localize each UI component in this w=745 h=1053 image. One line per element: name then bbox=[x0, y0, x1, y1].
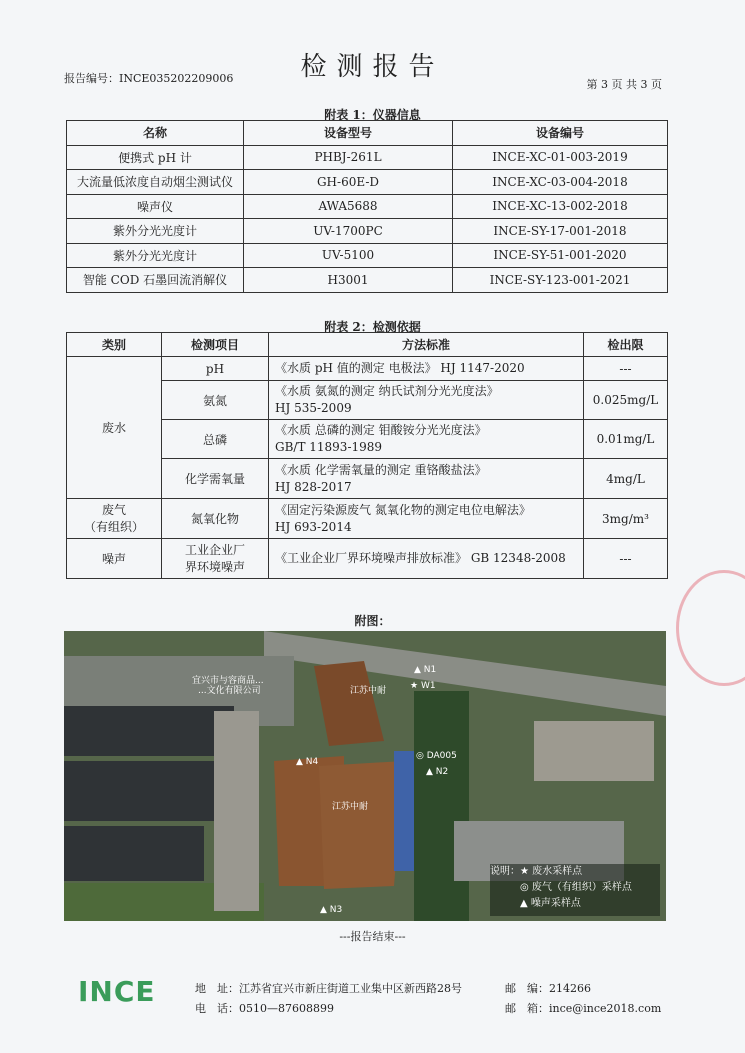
footer-email: 邮 箱：ince@ince2018.com bbox=[505, 1002, 662, 1015]
table-row bbox=[67, 357, 668, 381]
map-legend bbox=[490, 864, 660, 916]
cell: INCE-XC-03-004-2018 bbox=[453, 170, 668, 195]
method-cell: 《固定污染源废气 氮氧化物的测定电位电解法》 HJ 693-2014 bbox=[269, 499, 584, 539]
limit-cell: 0.025mg/L bbox=[584, 381, 668, 420]
marker-n3: ▲ N3 bbox=[320, 905, 343, 915]
cell: 紫外分光光度计 bbox=[67, 219, 244, 244]
cell: AWA5688 bbox=[244, 194, 453, 219]
method-cell: 《水质 总磷的测定 钼酸铵分光光度法》 GB/T 11893-1989 bbox=[269, 420, 584, 459]
marker-w1: ★ W1 bbox=[410, 681, 436, 691]
neighbor-label-2: ...文化有限公司 bbox=[198, 686, 261, 696]
company-label-small: 江苏中耐 bbox=[350, 686, 387, 696]
legend-gas: ◎ 废气（有组织）采样点 bbox=[520, 882, 632, 893]
instrument-table bbox=[66, 120, 668, 293]
cell: INCE-SY-123-001-2021 bbox=[453, 268, 668, 293]
method-cell: 《水质 化学需氧量的测定 重铬酸盐法》 HJ 828-2017 bbox=[269, 459, 584, 499]
marker-label: N2 bbox=[435, 767, 449, 777]
cell: UV-1700PC bbox=[244, 219, 453, 244]
category-cell: 噪声 bbox=[67, 539, 162, 579]
cell: INCE-SY-51-001-2020 bbox=[453, 243, 668, 268]
table-header-row bbox=[67, 333, 668, 357]
limit-cell: 3mg/m³ bbox=[584, 499, 668, 539]
item-cell: 总磷 bbox=[162, 420, 269, 459]
cell: INCE-XC-01-003-2019 bbox=[453, 145, 668, 170]
item-cell: 化学需氧量 bbox=[162, 459, 269, 499]
ince-logo: INCE bbox=[78, 975, 156, 1008]
table-row bbox=[67, 170, 668, 195]
limit-cell: --- bbox=[584, 539, 668, 579]
category-cell: 废气 （有组织） bbox=[67, 499, 162, 539]
legend-title bbox=[490, 864, 660, 880]
cell: H3001 bbox=[244, 268, 453, 293]
neighbor-label: 宜兴市与容商品... bbox=[192, 676, 264, 686]
column-header: 检出限 bbox=[584, 333, 668, 357]
cell: INCE-SY-17-001-2018 bbox=[453, 219, 668, 244]
item-cell: 工业企业厂 界环境噪声 bbox=[162, 539, 269, 579]
figure-caption: 附图： bbox=[354, 614, 391, 628]
column-header: 类别 bbox=[67, 333, 162, 357]
cell: 便携式 pH 计 bbox=[67, 145, 244, 170]
footer-address: 地 址：江苏省宜兴市新庄街道工业集中区新西路28号 bbox=[195, 982, 462, 995]
limit-cell: 0.01mg/L bbox=[584, 420, 668, 459]
report-end: ---报告结束--- bbox=[339, 930, 406, 943]
limit-cell: 4mg/L bbox=[584, 459, 668, 499]
column-header: 名称 bbox=[67, 121, 244, 146]
table-row bbox=[67, 219, 668, 244]
footer-phone: 电 话：0510—87608899 bbox=[195, 1002, 334, 1015]
table-row bbox=[67, 499, 668, 539]
table1-caption: 附表 1：仪器信息 bbox=[324, 108, 421, 122]
marker-da005: ◎ DA005 bbox=[416, 751, 457, 761]
column-header: 检测项目 bbox=[162, 333, 269, 357]
cell: PHBJ-261L bbox=[244, 145, 453, 170]
marker-n1: ▲ N1 bbox=[414, 665, 437, 675]
company-label: 江苏中耐 bbox=[332, 802, 369, 812]
marker-label: W1 bbox=[420, 681, 436, 691]
table-row bbox=[67, 268, 668, 293]
cell: 噪声仪 bbox=[67, 194, 244, 219]
method-cell: 《水质 pH 值的测定 电极法》 HJ 1147-2020 bbox=[269, 357, 584, 381]
table2-caption: 附表 2：检测依据 bbox=[324, 320, 421, 334]
column-header: 设备编号 bbox=[453, 121, 668, 146]
limit-cell: --- bbox=[584, 357, 668, 381]
report-number: 报告编号：INCE035202209006 bbox=[64, 72, 234, 85]
legend-noise: ▲ 噪声采样点 bbox=[520, 898, 581, 909]
footer-postcode: 邮 编：214266 bbox=[505, 982, 591, 995]
table-header-row bbox=[67, 121, 668, 146]
cell: INCE-XC-13-002-2018 bbox=[453, 194, 668, 219]
satellite-map bbox=[64, 631, 666, 921]
method-cell: 《水质 氨氮的测定 纳氏试剂分光光度法》 HJ 535-2009 bbox=[269, 381, 584, 420]
method-table bbox=[66, 332, 668, 579]
legend-water: ★ 废水采样点 bbox=[520, 866, 583, 877]
marker-n2: ▲ N2 bbox=[426, 767, 449, 777]
item-cell: pH bbox=[162, 357, 269, 381]
category-cell: 废水 bbox=[67, 357, 162, 499]
item-cell: 氮氧化物 bbox=[162, 499, 269, 539]
column-header: 方法标准 bbox=[269, 333, 584, 357]
cell: 大流量低浓度自动烟尘测试仪 bbox=[67, 170, 244, 195]
marker-label: DA005 bbox=[426, 751, 457, 761]
legend-title-text: 说明： bbox=[490, 866, 520, 877]
item-cell: 氨氮 bbox=[162, 381, 269, 420]
table-row bbox=[67, 145, 668, 170]
marker-label: N3 bbox=[329, 905, 343, 915]
marker-label: N4 bbox=[305, 757, 319, 767]
column-header: 设备型号 bbox=[244, 121, 453, 146]
marker-label: N1 bbox=[423, 665, 437, 675]
table-row bbox=[67, 194, 668, 219]
red-seal-stamp bbox=[676, 570, 745, 686]
table-row bbox=[67, 243, 668, 268]
cell: UV-5100 bbox=[244, 243, 453, 268]
cell: GH-60E-D bbox=[244, 170, 453, 195]
cell: 智能 COD 石墨回流消解仪 bbox=[67, 268, 244, 293]
cell: 紫外分光光度计 bbox=[67, 243, 244, 268]
report-title: 检测报告 bbox=[300, 52, 445, 82]
page-number: 第 3 页 共 3 页 bbox=[586, 78, 662, 91]
method-cell: 《工业企业厂界环境噪声排放标准》 GB 12348-2008 bbox=[269, 539, 584, 579]
marker-n4: ▲ N4 bbox=[296, 757, 319, 767]
table-row bbox=[67, 539, 668, 579]
